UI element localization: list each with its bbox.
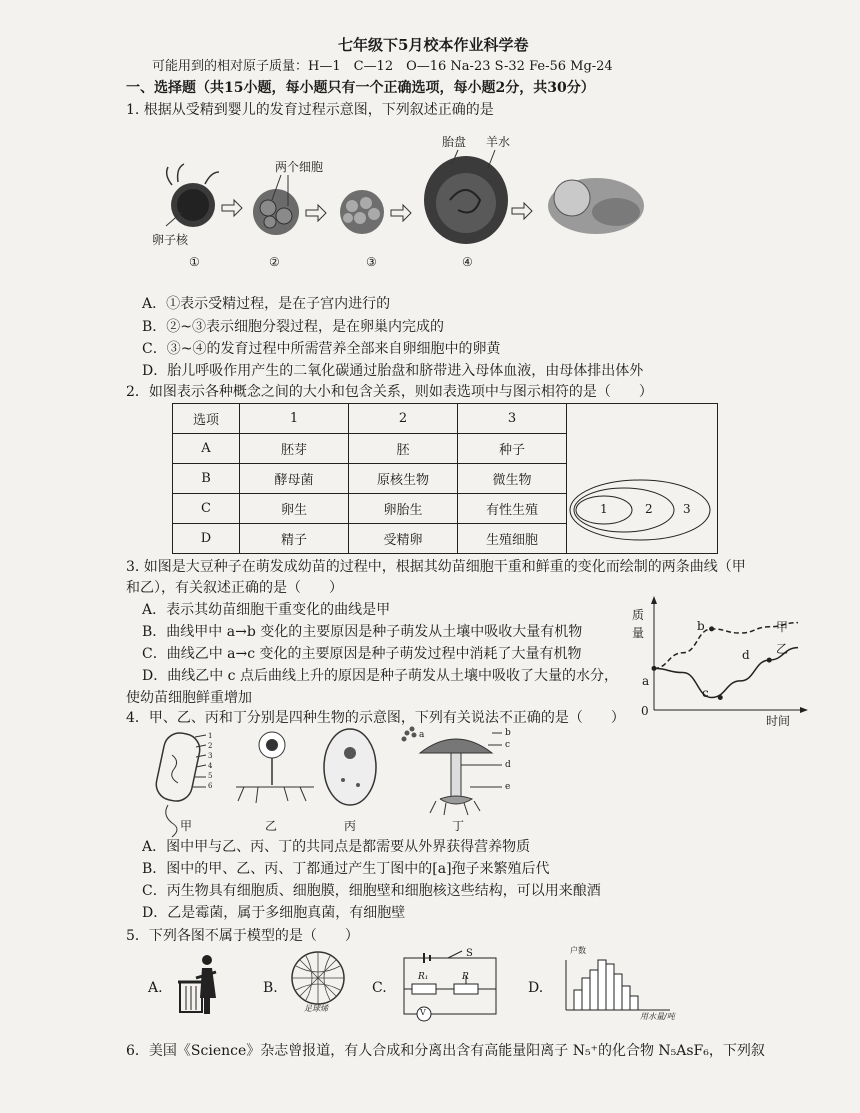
q5-letter-b: B. [263,980,278,996]
q5-stem: 5．下列各图不属于模型的是（ ） [126,928,359,944]
table-cell: 种子 [458,434,567,464]
series-yi-label: 乙 [776,642,789,656]
q3-option-d-cont: 使幼苗细胞鲜重增加 [126,690,252,706]
q4-organisms [0,725,860,835]
table-cell: 卵生 [240,494,349,524]
circuit-label-v: V [420,1008,426,1017]
table-cell: 胚芽 [240,434,349,464]
q1-diagram [0,0,860,280]
mushroom-image [402,727,503,816]
arrow-1 [222,200,242,216]
q3-option-a: A．表示其幼苗细胞干重变化的曲线是甲 [142,602,391,618]
circuit-label-s: S [466,948,473,959]
table-cell: A [173,434,240,464]
caption-jia: 甲 [180,819,193,833]
table-cell: 胚 [349,434,458,464]
label-placenta: 胎盘 [442,135,467,149]
table-cell: 原核生物 [349,464,458,494]
circuit-diagram [404,951,496,1021]
q3-option-b: B．曲线甲中 a→b 变化的主要原因是种子萌发从土壤中吸收大量有机物 [142,624,583,640]
arrow-2 [306,205,326,221]
point-c [718,695,723,700]
buckyball-image [292,952,344,1004]
histogram-image [566,960,670,1010]
series-jia-label: 甲 [776,620,789,634]
q1-option-c: C．③~④的发育过程中所需营养全部来自卵细胞中的卵黄 [142,341,501,357]
q5-figures [0,948,860,1028]
bacteria-label: 5 [208,772,213,780]
q1-option-a: A．①表示受精过程，是在子宫内进行的 [142,296,391,312]
q3-stem-line2: 和乙），有关叙述正确的是（ ） [126,580,343,596]
q5-letter-d: D. [528,980,544,996]
table-cell: 有性生殖 [458,494,567,524]
q2-venn-diagram [566,472,716,552]
table-cell: B [173,464,240,494]
caption-ding: 丁 [452,819,465,833]
mold-image [236,732,314,803]
bacteria-labels [208,731,212,791]
y-label-1: 质 [632,608,645,622]
point-a [652,666,657,671]
table-cell: 精子 [240,524,349,554]
yeast-image [324,729,376,805]
stage-1: ① [189,255,200,269]
table-header-cell: 3 [458,404,567,434]
q3-stem-line1: 3. 如图是大豆种子在萌发成幼苗的过程中，根据其幼苗细胞干重和鲜重的变化而绘制的两条曲线（甲 [126,559,746,575]
point-c-label: c [702,686,709,700]
table-cell: C [173,494,240,524]
stage-2: ② [269,255,280,269]
bacteria-label: 2 [208,742,213,750]
buckyball-caption: 足球烯 [304,1004,328,1013]
table-cell: 酵母菌 [240,464,349,494]
point-a-label: a [642,674,650,688]
atomic-masses: 可能用到的相对原子质量：H—1 C—12 O—16 Na-23 S-32 Fe-56 Mg-24 [152,59,613,74]
two-cells-image [253,189,299,235]
q6-stem: 6．美国《Science》杂志曾报道，有人合成和分离出含有高能量阳离子 N₅⁺的化合物 N₅AsF₆，下列叙 [126,1043,765,1059]
table-cell: 生殖细胞 [458,524,567,554]
circuit-label-r1: R₁ [418,972,429,982]
arrow-3 [391,205,411,221]
point-d-label: d [742,648,750,662]
embryo-image [424,156,508,244]
q4-option-d: D．乙是霉菌，属于多细胞真菌，有细胞壁 [142,905,406,921]
label-amnion: 羊水 [486,135,511,149]
point-b [709,626,714,631]
q1-option-b: B．②~③表示细胞分裂过程，是在卵巢内完成的 [142,319,445,335]
q5-letter-c: C. [372,980,387,996]
histogram-y-label: 户数 [570,946,586,955]
venn-label-3: 3 [683,502,691,516]
circuit-label-r: R [462,972,469,982]
section-heading: 一、选择题（共15小题，每小题只有一个正确选项，每小题2分，共30分） [126,80,595,96]
q1-option-d: D．胎儿呼吸作用产生的二氧化碳通过胎盘和脐带进入母体血液，由母体排出体外 [142,363,644,379]
q4-stem: 4．甲、乙、丙和丁分别是四种生物的示意图，下列有关说法不正确的是（ ） [126,710,625,726]
recycle-bin-icon [178,955,216,1014]
x-label: 时间 [766,714,791,728]
morula-image [340,190,384,234]
bacteria-label: 3 [208,752,213,760]
y-label-2: 量 [632,626,645,640]
bacteria-label: 1 [208,732,213,740]
baby-image [548,178,644,234]
egg-image [167,164,219,227]
bacteria-label: 4 [208,762,213,770]
page-title: 七年级下5月校本作业科学卷 [338,36,529,54]
table-cell: 受精卵 [349,524,458,554]
q2-stem: 2．如图表示各种概念之间的大小和包含关系，则如表选项中与图示相符的是（ ） [126,384,653,400]
table-cell: D [173,524,240,554]
q4-option-b: B．图中的甲、乙、丙、丁都通过产生丁图中的[a]孢子来繁殖后代 [142,861,550,877]
q3-option-c: C．曲线乙中 a→c 变化的主要原因是种子萌发过程中消耗了大量有机物 [142,646,582,662]
table-cell: 卵胎生 [349,494,458,524]
venn-label-2: 2 [645,502,653,516]
table-cell: 微生物 [458,464,567,494]
mushroom-label-e: e [505,782,511,792]
point-b-label: b [697,619,705,633]
table-header-row [173,404,718,434]
table-header-cell: 2 [349,404,458,434]
origin-label: 0 [641,704,649,718]
arrow-4 [512,203,532,219]
mushroom-label-c: c [505,740,511,750]
histogram-x-label: 用水量/吨 [640,1012,675,1021]
stage-4: ④ [462,255,473,269]
venn-ellipse-2 [574,488,674,532]
table-header-cell: 1 [240,404,349,434]
point-d [767,658,772,663]
label-two-cells: 两个细胞 [275,160,324,174]
mushroom-label-a: a [419,730,425,740]
mushroom-label-b: b [505,728,511,738]
stage-3: ③ [366,255,377,269]
q3-option-d: D．曲线乙中 c 点后曲线上升的原因是种子萌发从土壤中吸收了大量的水分， [142,668,618,684]
q4-option-c: C．丙生物具有细胞质、细胞膜，细胞壁和细胞核这些结构，可以用来酿酒 [142,883,601,899]
venn-label-1: 1 [600,502,608,516]
bacteria-label: 6 [208,782,213,790]
mushroom-label-d: d [505,760,511,770]
label-egg-nucleus: 卵子核 [152,233,189,247]
caption-yi: 乙 [265,819,278,833]
caption-bing: 丙 [344,819,357,833]
q1-stem: 1. 根据从受精到婴儿的发育过程示意图，下列叙述正确的是 [126,102,494,118]
table-header-cell: 选项 [173,404,240,434]
q4-option-a: A．图中甲与乙、丙、丁的共同点是都需要从外界获得营养物质 [142,839,531,855]
q3-graph-svg [648,596,818,716]
q5-letter-a: A. [148,980,163,996]
